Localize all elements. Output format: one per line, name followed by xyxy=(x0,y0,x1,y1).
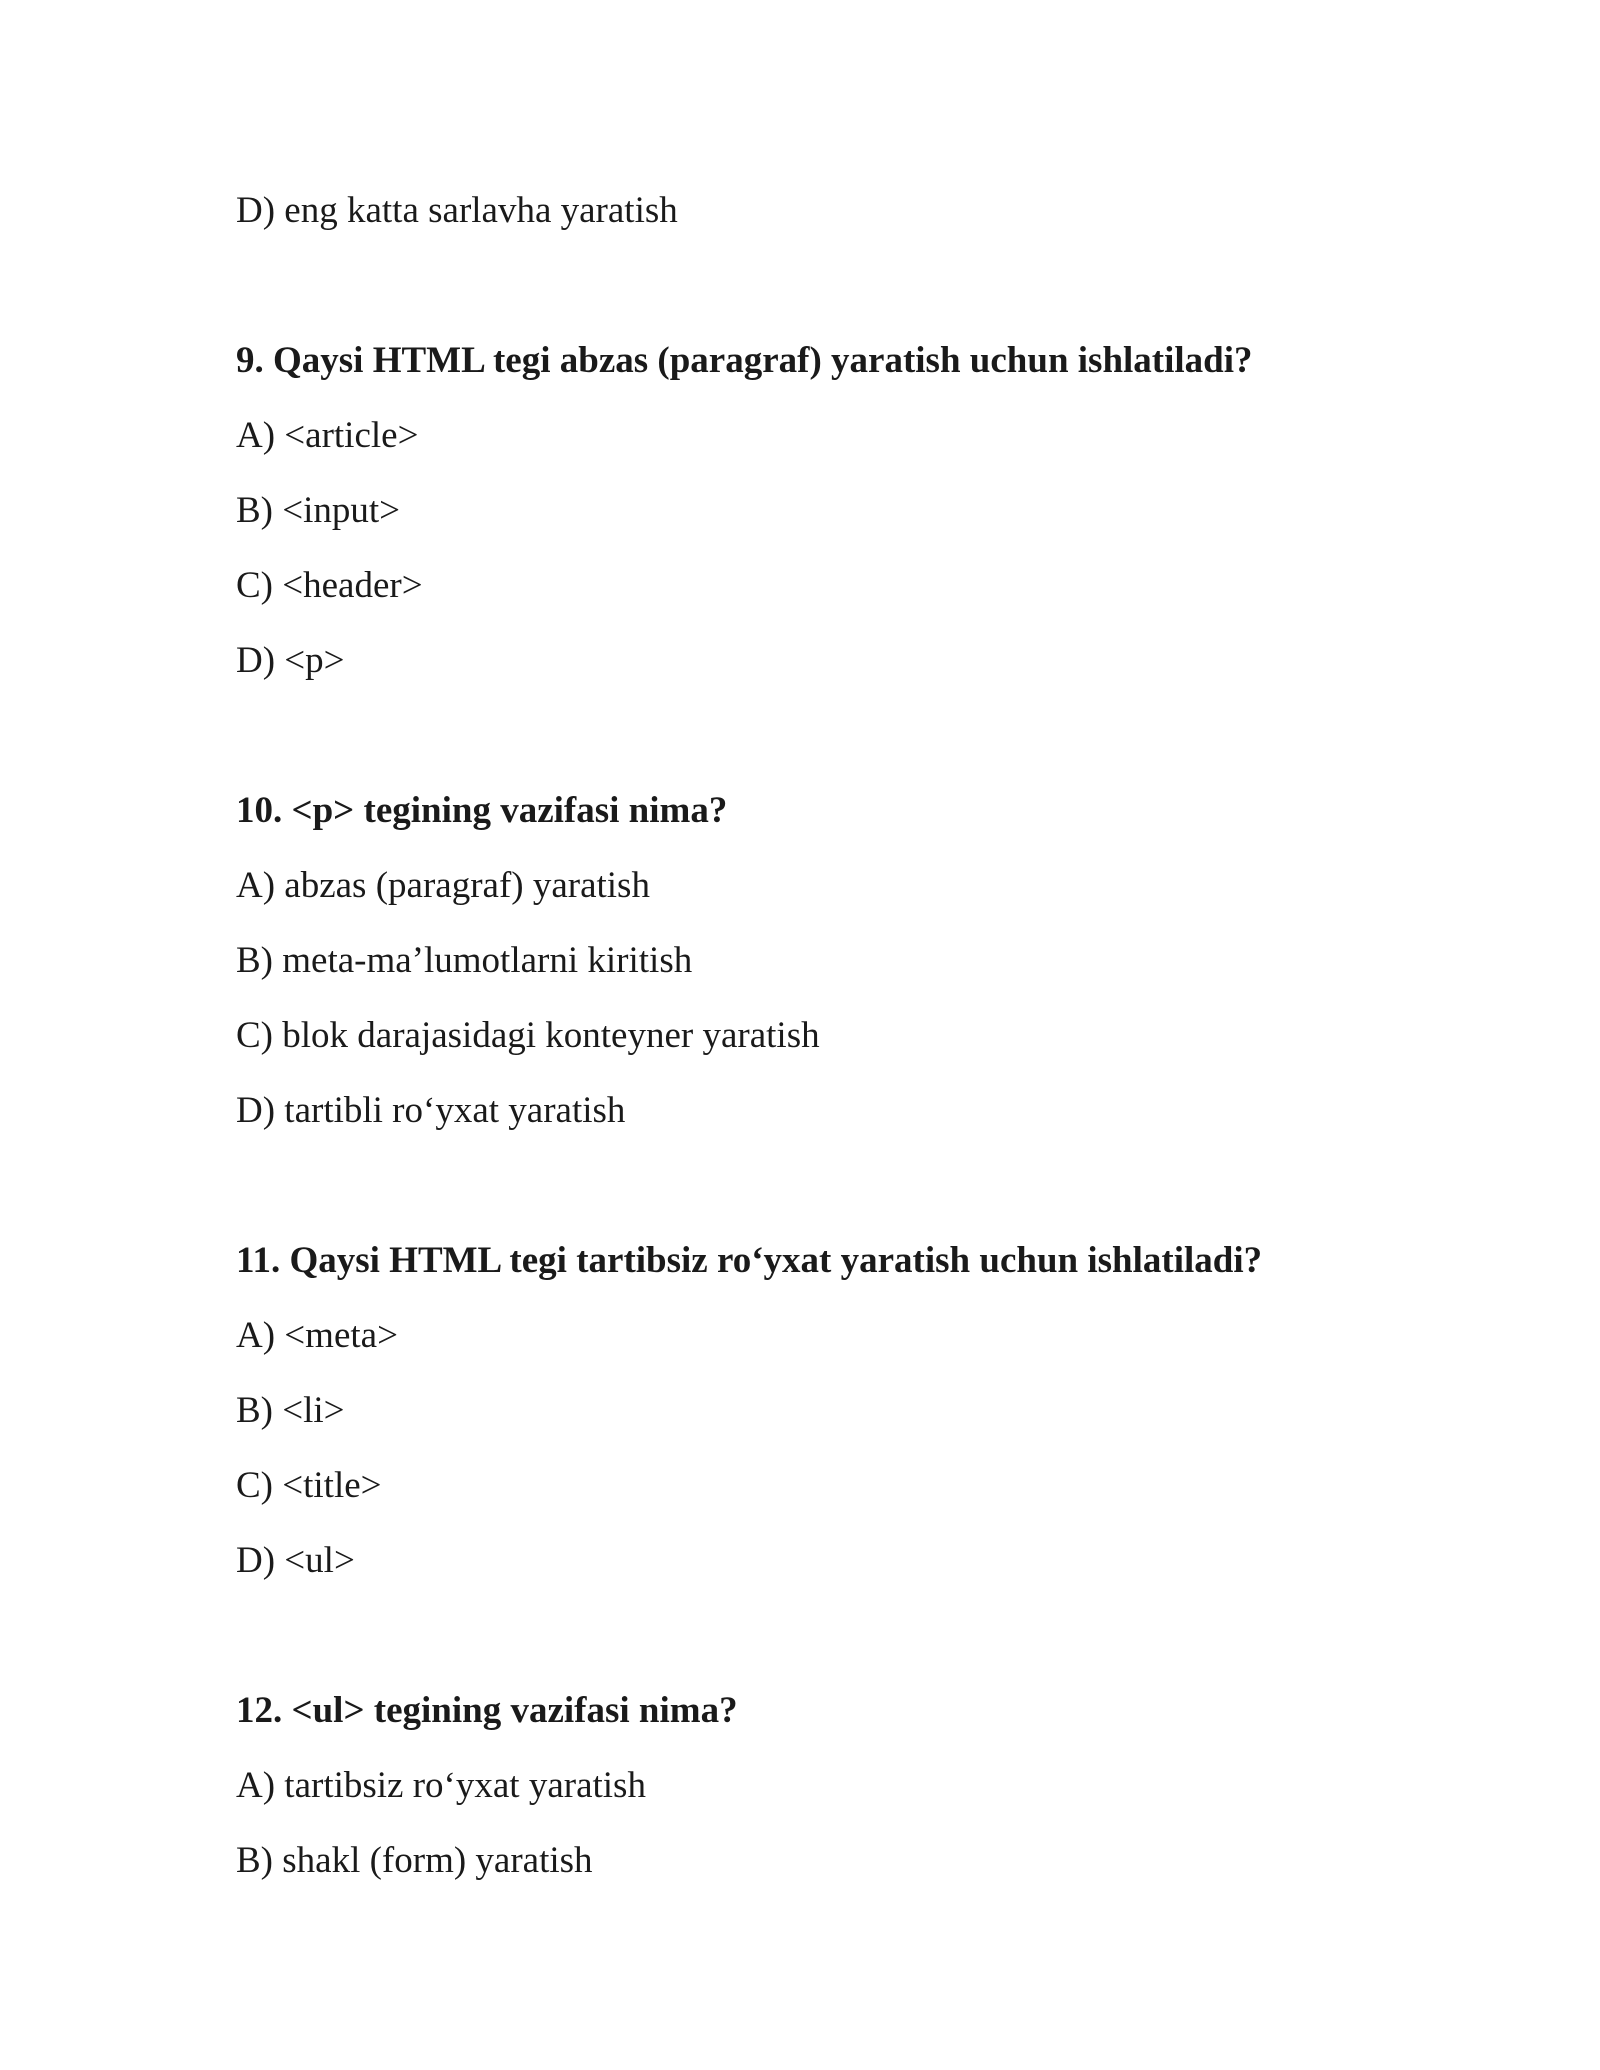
question-10-option-a: A) abzas (paragraf) yaratish xyxy=(236,865,650,906)
question-12: 12. <ul> tegining vazifasi nima? xyxy=(236,1690,738,1731)
question-10-option-b: B) meta-ma’lumotlarni kiritish xyxy=(236,940,693,981)
question-9: 9. Qaysi HTML tegi abzas (paragraf) yaratish uchun ishlatiladi? xyxy=(236,340,1253,381)
question-11-option-b: B) <li> xyxy=(236,1390,345,1431)
question-10: 10. <p> tegining vazifasi nima? xyxy=(236,790,728,831)
question-12-option-a: A) tartibsiz ro‘yxat yaratish xyxy=(236,1765,646,1806)
question-10-option-d: D) tartibli ro‘yxat yaratish xyxy=(236,1090,626,1131)
question-9-option-c: C) <header> xyxy=(236,565,423,606)
question-11: 11. Qaysi HTML tegi tartibsiz ro‘yxat yaratish uchun ishlatiladi? xyxy=(236,1240,1263,1281)
question-9-option-d: D) <p> xyxy=(236,640,345,681)
question-10-option-c: C) blok darajasidagi konteyner yaratish xyxy=(236,1015,820,1056)
question-11-option-c: C) <title> xyxy=(236,1465,382,1506)
question-11-option-a: A) <meta> xyxy=(236,1315,398,1356)
question-9-option-b: B) <input> xyxy=(236,490,401,531)
question-12-option-b: B) shakl (form) yaratish xyxy=(236,1840,593,1881)
question-11-option-d: D) <ul> xyxy=(236,1540,355,1581)
question-9-option-a: A) <article> xyxy=(236,415,419,456)
previous-question-option-d: D) eng katta sarlavha yaratish xyxy=(236,190,678,231)
